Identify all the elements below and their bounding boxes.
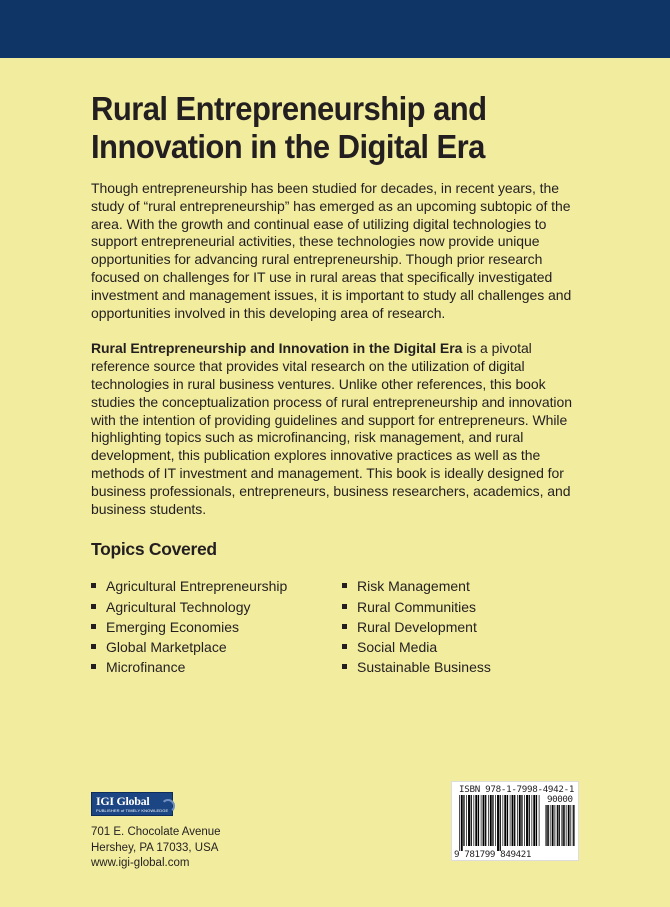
isbn-barcode xyxy=(451,781,579,861)
topics-heading: Topics Covered xyxy=(91,539,217,560)
barcode-bar xyxy=(562,805,563,846)
topic-item: Microfinance xyxy=(91,657,287,677)
barcode-bar xyxy=(507,795,508,846)
barcode-bar xyxy=(459,795,460,851)
barcode-bar xyxy=(573,805,574,846)
topics-column-b xyxy=(342,576,491,677)
barcode-bar xyxy=(485,795,486,846)
barcode-bar xyxy=(521,795,522,846)
ean-digits: 9 781799 849421 xyxy=(454,849,531,860)
topics-column-a xyxy=(91,576,287,677)
logo-tagline: PUBLISHER of TIMELY KNOWLEDGE xyxy=(96,808,169,813)
topic-item: Social Media xyxy=(342,637,491,657)
top-color-band xyxy=(0,0,670,58)
book-title-line-2: Innovation in the Digital Era xyxy=(91,128,485,165)
barcode-bar xyxy=(533,795,535,846)
topic-item: Global Marketplace xyxy=(91,637,287,657)
barcode-bar xyxy=(466,795,467,846)
isbn-label: ISBN 978-1-7998-4942-1 xyxy=(459,784,575,795)
barcode-bar xyxy=(517,795,518,846)
topic-item: Agricultural Entrepreneurship xyxy=(91,576,287,596)
barcode-bar xyxy=(556,805,557,846)
barcode-bar xyxy=(570,805,571,846)
barcode-bar xyxy=(468,795,470,846)
barcode-bar xyxy=(526,795,528,846)
back-cover-content xyxy=(91,90,591,686)
topic-item: Rural Communities xyxy=(342,597,491,617)
barcode-bar xyxy=(552,805,553,846)
publisher-block xyxy=(91,792,221,872)
logo-name: IGI Global xyxy=(96,794,150,808)
barcode-bar xyxy=(510,795,511,846)
barcode-bar xyxy=(463,795,464,846)
barcode-bar xyxy=(488,795,489,846)
barcode-bar xyxy=(475,795,477,846)
topic-item: Agricultural Technology xyxy=(91,597,287,617)
barcode-bar xyxy=(519,795,521,846)
barcode-bar xyxy=(550,805,551,846)
description-book-title: Rural Entrepreneurship and Innovation in the Digital Era xyxy=(91,340,463,357)
barcode-bar xyxy=(495,795,496,846)
addon-barcode-bars xyxy=(545,805,575,851)
barcode-bar xyxy=(536,795,537,846)
barcode-bar xyxy=(492,795,493,846)
barcode-bar xyxy=(483,795,485,846)
barcode-bar xyxy=(497,795,499,851)
barcode-bar xyxy=(529,795,530,846)
barcode-bar xyxy=(474,795,475,846)
topic-item: Risk Management xyxy=(342,576,491,596)
topic-item: Sustainable Business xyxy=(342,657,491,677)
description-text: is a pivotal reference source that provides vital research on the utilization of digital technologies in rural business ventures. Unlike other references, this book studies the conceptualization process of rural entrepreneurship and innovation with the intention of providing guidelines and support for entrepreneurs. While highlighting topics such as microfinancing, risk management, and rural development, this publication explores innovative practices as well as the methods of IT investment and management. This book is ideally designed for business professionals, entrepreneurs, business researchers, academics, and business students. xyxy=(91,340,572,517)
igi-global-logo xyxy=(91,792,173,816)
barcode-bar xyxy=(478,795,479,846)
publisher-address xyxy=(91,825,221,872)
publisher-website: www.igi-global.com xyxy=(91,857,190,869)
logo-swoosh-icon xyxy=(161,799,175,813)
barcode-bar xyxy=(561,805,562,846)
address-line-1: 701 E. Chocolate Avenue xyxy=(91,826,221,838)
intro-paragraph: Though entrepreneurship has been studied for decades, in recent years, the study of “rural entrepreneurship” has emerged as an upcoming subtopic of the area. With the growth and continual ease of utilizing digital technologies to support entrepreneurial activities, these technologies now provide unique opportunities for advancing rural entrepreneurship. Though prior research focused on challenges for IT use in rural areas that specifically investigated investment and management issues, it is important to study all challenges and opportunities involved in this developing area of research. xyxy=(91,180,572,321)
barcode-bar xyxy=(559,805,560,846)
description-paragraph xyxy=(91,340,591,518)
barcode-bar xyxy=(539,795,540,846)
barcode-bar xyxy=(532,795,533,846)
address-line-2: Hershey, PA 17033, USA xyxy=(91,841,219,854)
barcode-bar xyxy=(568,805,569,846)
topics-list xyxy=(91,576,591,686)
barcode-bar xyxy=(500,795,501,851)
book-title-line-1: Rural Entrepreneurship and xyxy=(91,90,487,127)
barcode-bar xyxy=(564,805,565,846)
barcode-bar xyxy=(557,805,558,846)
barcode-bar xyxy=(566,805,567,846)
barcode-bar xyxy=(572,805,573,846)
barcode-bar xyxy=(461,795,463,851)
barcode-bar xyxy=(545,805,546,846)
barcode-bar xyxy=(514,795,515,846)
topic-item: Rural Development xyxy=(342,617,491,637)
barcode-bar xyxy=(481,795,482,846)
barcode-bar xyxy=(546,805,547,846)
barcode-bar xyxy=(548,805,549,846)
ean-barcode-bars xyxy=(459,795,541,851)
barcode-bar xyxy=(504,795,506,846)
topic-item: Emerging Economies xyxy=(91,617,287,637)
barcode-bar xyxy=(512,795,514,846)
barcode-bar xyxy=(524,795,525,846)
barcode-bar xyxy=(503,795,504,846)
barcode-bar xyxy=(471,795,472,846)
book-title xyxy=(91,90,580,166)
barcode-bar xyxy=(490,795,492,846)
barcode-bar xyxy=(554,805,555,846)
addon-digits: 90000 xyxy=(547,794,573,805)
